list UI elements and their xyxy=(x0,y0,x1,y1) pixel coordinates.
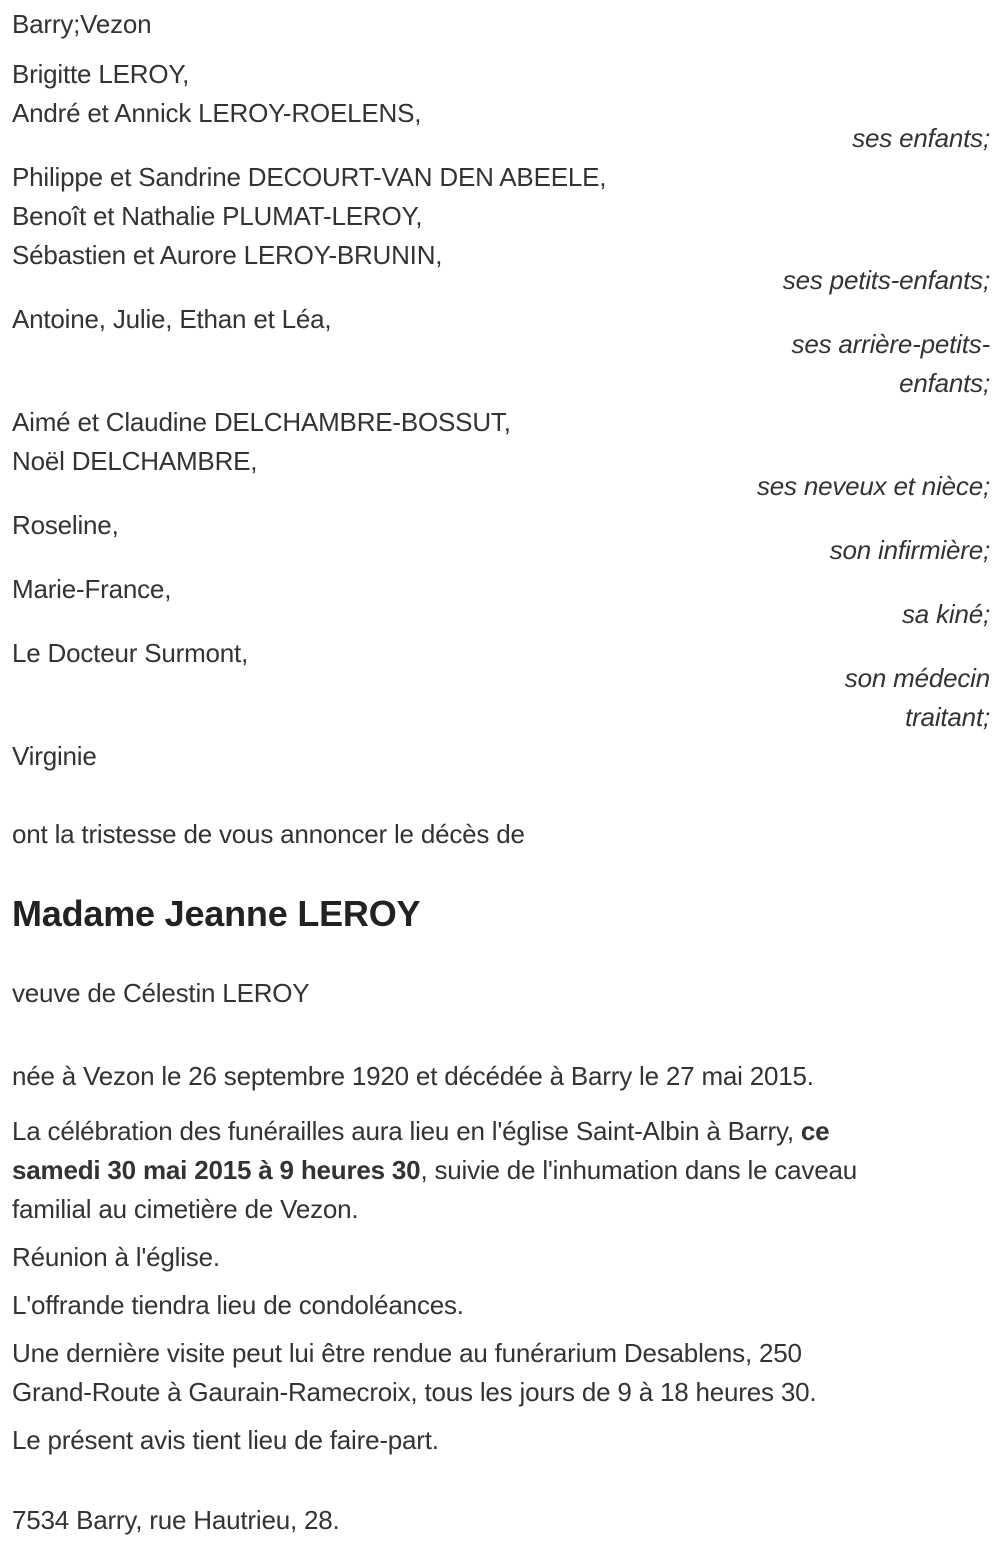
widow-line: veuve de Célestin LEROY xyxy=(12,978,310,1008)
announcement-line: ont la tristesse de vous annoncer le décès de xyxy=(12,819,525,849)
ceremony-paragraph: La célébration des funérailles aura lieu en l'église Saint-Albin à Barry, ce samedi 30 mai 2015 à 9 heures 30, suivie de l'inhumation dans le caveau familial au cimetière de Vezon. xyxy=(12,1116,857,1224)
family-name-line: Noël DELCHAMBRE, xyxy=(12,446,258,476)
location-line: Barry;Vezon xyxy=(12,9,152,39)
visite-paragraph: Une dernière visite peut lui être rendue au funérarium Desablens, 250 Grand-Route à Gaurain-Ramecroix, tous les jours de 9 à 18 heures 30. xyxy=(12,1338,817,1407)
relation-label: son infirmière; xyxy=(829,535,990,565)
family-name-line: Marie-France, xyxy=(12,574,172,604)
family-group-nephews xyxy=(12,403,990,506)
family-name-line: Philippe et Sandrine DECOURT-VAN DEN ABEELE, xyxy=(12,162,607,192)
ceremony-date-bold: samedi 30 mai 2015 à 9 heures 30 xyxy=(12,1155,421,1185)
family-group-children xyxy=(12,55,990,158)
family-name-line: Brigitte LEROY, xyxy=(12,59,190,89)
family-name-line: Benoît et Nathalie PLUMAT-LEROY, xyxy=(12,201,423,231)
relation-label: ses neveux et nièce; xyxy=(756,471,990,501)
relation-label: ses arrière-petits- enfants; xyxy=(791,329,990,398)
family-name-line: Sébastien et Aurore LEROY-BRUNIN, xyxy=(12,240,443,270)
offrande-line: L'offrande tiendra lieu de condoléances. xyxy=(12,1290,464,1320)
relation-label: son médecin traitant; xyxy=(844,663,990,732)
deceased-name-title: Madame Jeanne LEROY xyxy=(12,893,421,934)
family-name-line: Le Docteur Surmont, xyxy=(12,638,249,668)
family-name-line: André et Annick LEROY-ROELENS, xyxy=(12,98,422,128)
family-name-line: Roseline, xyxy=(12,510,119,540)
faire-part-line: Le présent avis tient lieu de faire-part. xyxy=(12,1425,439,1455)
relation-label: sa kiné; xyxy=(901,599,990,629)
family-name-line: Aimé et Claudine DELCHAMBRE-BOSSUT, xyxy=(12,407,511,437)
birth-death-line: née à Vezon le 26 septembre 1920 et décédée à Barry le 27 mai 2015. xyxy=(12,1061,814,1091)
family-group-nurse xyxy=(12,506,990,570)
relation-label: ses petits-enfants; xyxy=(782,265,990,295)
family-group-virginie xyxy=(12,737,990,776)
reunion-line: Réunion à l'église. xyxy=(12,1242,220,1272)
family-group-doctor xyxy=(12,634,990,737)
family-group-great-grandchildren xyxy=(12,300,990,403)
relation-label: ses enfants; xyxy=(852,123,990,153)
family-name-line: Virginie xyxy=(12,741,97,771)
address-line: 7534 Barry, rue Hautrieu, 28. xyxy=(12,1505,340,1535)
family-group-physio xyxy=(12,570,990,634)
ceremony-date-bold: ce xyxy=(800,1116,830,1146)
family-group-grandchildren xyxy=(12,158,990,300)
family-name-line: Antoine, Julie, Ethan et Léa, xyxy=(12,304,332,334)
